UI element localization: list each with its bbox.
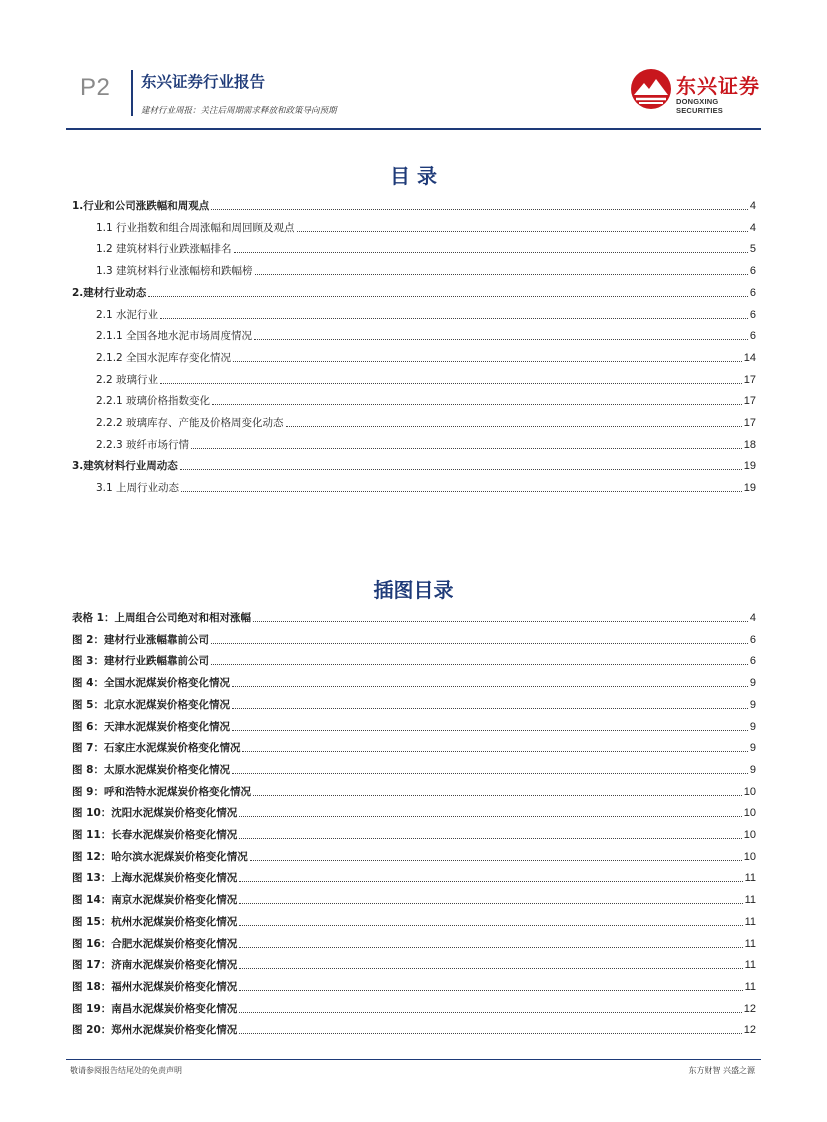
dot-leader [250, 859, 742, 861]
figure-entry[interactable] [0, 632, 827, 648]
figure-entry[interactable] [0, 1001, 827, 1017]
toc-entry[interactable] [0, 415, 827, 431]
dot-leader [232, 772, 748, 774]
toc-entry[interactable] [0, 437, 827, 453]
dot-leader [253, 794, 742, 796]
figure-entry-label: 图 5：北京水泥煤炭价格变化情况 [72, 698, 230, 711]
figure-entry[interactable] [0, 762, 827, 778]
header-divider [131, 70, 133, 116]
figure-entry-page: 11 [744, 937, 756, 950]
figure-entry[interactable] [0, 957, 827, 973]
toc-entry-page: 19 [743, 482, 756, 495]
figure-entry-page: 11 [744, 915, 756, 928]
figure-entry[interactable] [0, 653, 827, 669]
dot-leader [253, 620, 748, 622]
figure-entry-page: 12 [743, 1024, 756, 1037]
toc-entry[interactable] [0, 198, 827, 214]
figure-entry-page: 9 [749, 720, 756, 733]
dot-leader [180, 468, 742, 470]
figure-entry-label: 表格 1：上周组合公司绝对和相对涨幅 [72, 612, 251, 624]
figure-entry-page: 11 [744, 980, 756, 993]
toc-entry-page: 5 [749, 243, 756, 256]
toc-entry[interactable] [0, 307, 827, 323]
toc-entry-label: 2.1.2 全国水泥库存变化情况 [96, 351, 232, 364]
figure-entry[interactable] [0, 979, 827, 995]
toc-entry-label: 1.3 建筑材料行业涨幅榜和跌幅榜 [96, 265, 253, 278]
toc-entry-page: 6 [749, 308, 756, 321]
toc-entry-label: 1.行业和公司涨跌幅和周观点 [72, 200, 210, 212]
figure-entry-page: 10 [743, 850, 756, 863]
toc-entry-label: 2.2.2 玻璃库存、产能及价格周变化动态 [96, 417, 284, 429]
dot-leader [297, 230, 748, 232]
figure-entry-label: 图 17：济南水泥煤炭价格变化情况 [72, 959, 238, 972]
toc-entry-page: 19 [743, 460, 756, 473]
dot-leader [255, 273, 748, 275]
toc-entry-page: 14 [743, 351, 756, 364]
page-number: P2 [80, 74, 111, 101]
dot-leader [254, 338, 748, 340]
figure-entry-page: 11 [744, 959, 756, 972]
toc-entry[interactable] [0, 372, 827, 388]
figure-entry[interactable] [0, 719, 827, 735]
toc-entry[interactable] [0, 480, 827, 496]
figure-entry-page: 12 [743, 1002, 756, 1015]
toc-entry-label: 2.2 玻璃行业 [96, 373, 159, 386]
toc-entry-page: 6 [749, 265, 756, 278]
figure-entry[interactable] [0, 675, 827, 691]
dot-leader [233, 360, 742, 362]
figure-entry[interactable] [0, 892, 827, 908]
toc-entry-page: 6 [749, 330, 756, 343]
figure-entry-page: 9 [749, 763, 756, 776]
header-rule [66, 128, 761, 130]
logo-text-cn: 东兴证券 [676, 74, 760, 98]
toc-entry-page: 4 [749, 200, 756, 212]
dot-leader [181, 490, 742, 492]
figure-entry-label: 图 12：哈尔滨水泥煤炭价格变化情况 [72, 850, 248, 863]
figure-entry-page: 10 [743, 785, 756, 798]
dot-leader [211, 663, 748, 665]
toc-entry-label: 1.1 行业指数和组合周涨幅和周回顾及观点 [96, 221, 295, 234]
figure-entry-page: 9 [749, 698, 756, 711]
toc-entry-label: 3.建筑材料行业周动态 [72, 460, 178, 473]
dot-leader [211, 642, 748, 644]
toc-entry-label: 2.1 水泥行业 [96, 308, 159, 321]
toc-entry-label: 2.2.3 玻纤市场行情 [96, 438, 190, 451]
toc-title: 目 录 [390, 164, 437, 188]
figure-entry-label: 图 3：建材行业跌幅靠前公司 [72, 655, 209, 668]
toc-entry[interactable] [0, 263, 827, 279]
toc-entry[interactable] [0, 220, 827, 236]
figure-entry[interactable] [0, 697, 827, 713]
toc-entry-page: 17 [743, 373, 756, 386]
dot-leader [239, 837, 741, 839]
logo-text-en: DONGXING SECURITIES [676, 97, 724, 115]
toc-entry-page: 17 [743, 395, 756, 408]
dot-leader [234, 251, 748, 253]
toc-entry-page: 4 [749, 221, 756, 234]
figure-entry-page: 4 [749, 612, 756, 624]
figure-entry-page: 10 [743, 829, 756, 841]
figures-title: 插图目录 [373, 578, 454, 602]
figure-entry-page: 11 [744, 894, 756, 907]
report-series-title: 东兴证券行业报告 [141, 73, 266, 91]
figure-entry[interactable] [0, 827, 827, 843]
toc-entry[interactable] [0, 285, 827, 301]
figure-entry-label: 图 6：天津水泥煤炭价格变化情况 [72, 720, 230, 733]
figure-entry[interactable] [0, 610, 827, 626]
dot-leader [239, 967, 742, 969]
dot-leader [160, 382, 742, 384]
dot-leader [232, 685, 748, 687]
figure-entry-label: 图 2：建材行业涨幅靠前公司 [72, 633, 209, 646]
toc-entry-label: 2.2.1 玻璃价格指数变化 [96, 395, 211, 408]
figure-entry-label: 图 7：石家庄水泥煤炭价格变化情况 [72, 742, 241, 755]
figure-entry-label: 图 4：全国水泥煤炭价格变化情况 [72, 677, 230, 690]
figure-entry-label: 图 16：合肥水泥煤炭价格变化情况 [72, 937, 238, 950]
dot-leader [286, 425, 742, 427]
report-subtitle: 建材行业周报：关注后周期需求释放和政策导向预期 [141, 106, 337, 116]
figure-entry-page: 6 [749, 655, 756, 668]
toc-entry-page: 18 [743, 438, 756, 451]
figure-entry[interactable] [0, 849, 827, 865]
figure-entry-label: 图 14：南京水泥煤炭价格变化情况 [72, 894, 238, 907]
dot-leader [212, 403, 742, 405]
toc-entry-page: 6 [749, 286, 756, 299]
dot-leader [232, 707, 748, 709]
figure-entry[interactable] [0, 1022, 827, 1038]
figure-entry-label: 图 20：郑州水泥煤炭价格变化情况 [72, 1024, 238, 1037]
toc-entry-label: 3.1 上周行业动态 [96, 482, 180, 495]
figure-entry-page: 9 [749, 742, 756, 755]
figure-entry-label: 图 11：长春水泥煤炭价格变化情况 [72, 829, 238, 841]
figure-entry[interactable] [0, 914, 827, 930]
toc-entry[interactable] [0, 458, 827, 474]
figure-entry-label: 图 18：福州水泥煤炭价格变化情况 [72, 980, 238, 993]
dot-leader [239, 946, 742, 948]
figure-entry-label: 图 8：太原水泥煤炭价格变化情况 [72, 763, 230, 776]
dot-leader [211, 208, 748, 210]
dot-leader [242, 750, 747, 752]
toc-entry-page: 17 [743, 417, 756, 429]
dot-leader [239, 924, 742, 926]
footer-disclaimer: 敬请参阅报告结尾处的免责声明 [70, 1066, 182, 1075]
toc-entry[interactable] [0, 393, 827, 409]
figure-entry[interactable] [0, 740, 827, 756]
company-logo [630, 68, 760, 115]
figure-entry-label: 图 19：南昌水泥煤炭价格变化情况 [72, 1002, 238, 1015]
figure-entry[interactable] [0, 805, 827, 821]
figure-entry-label: 图 13：上海水泥煤炭价格变化情况 [72, 872, 238, 885]
dot-leader [239, 989, 742, 991]
dot-leader [239, 1032, 741, 1034]
dot-leader [160, 317, 748, 319]
figure-entry-page: 9 [749, 677, 756, 690]
dot-leader [148, 295, 748, 297]
dot-leader [239, 815, 741, 817]
dot-leader [239, 1011, 741, 1013]
figure-entry-page: 11 [744, 872, 756, 885]
figure-entry-label: 图 10：沈阳水泥煤炭价格变化情况 [72, 807, 238, 820]
figure-entry-label: 图 15：杭州水泥煤炭价格变化情况 [72, 915, 238, 928]
dot-leader [239, 902, 742, 904]
dot-leader [232, 729, 748, 731]
figure-entry[interactable] [0, 784, 827, 800]
toc-entry-label: 1.2 建筑材料行业跌涨幅排名 [96, 243, 232, 256]
footer-rule [66, 1059, 761, 1060]
figure-entry[interactable] [0, 870, 827, 886]
logo-mark-icon [630, 68, 672, 110]
toc-entry[interactable] [0, 350, 827, 366]
footer-slogan: 东方财智 兴盛之源 [688, 1066, 755, 1075]
dot-leader [191, 447, 742, 449]
figure-entry-label: 图 9：呼和浩特水泥煤炭价格变化情况 [72, 785, 251, 798]
toc-entry[interactable] [0, 241, 827, 257]
toc-entry-label: 2.建材行业动态 [72, 286, 147, 299]
figure-entry[interactable] [0, 936, 827, 952]
toc-entry[interactable] [0, 328, 827, 344]
figure-entry-page: 6 [749, 633, 756, 646]
toc-entry-label: 2.1.1 全国各地水泥市场周度情况 [96, 330, 253, 343]
dot-leader [239, 880, 742, 882]
figure-entry-page: 10 [743, 807, 756, 820]
